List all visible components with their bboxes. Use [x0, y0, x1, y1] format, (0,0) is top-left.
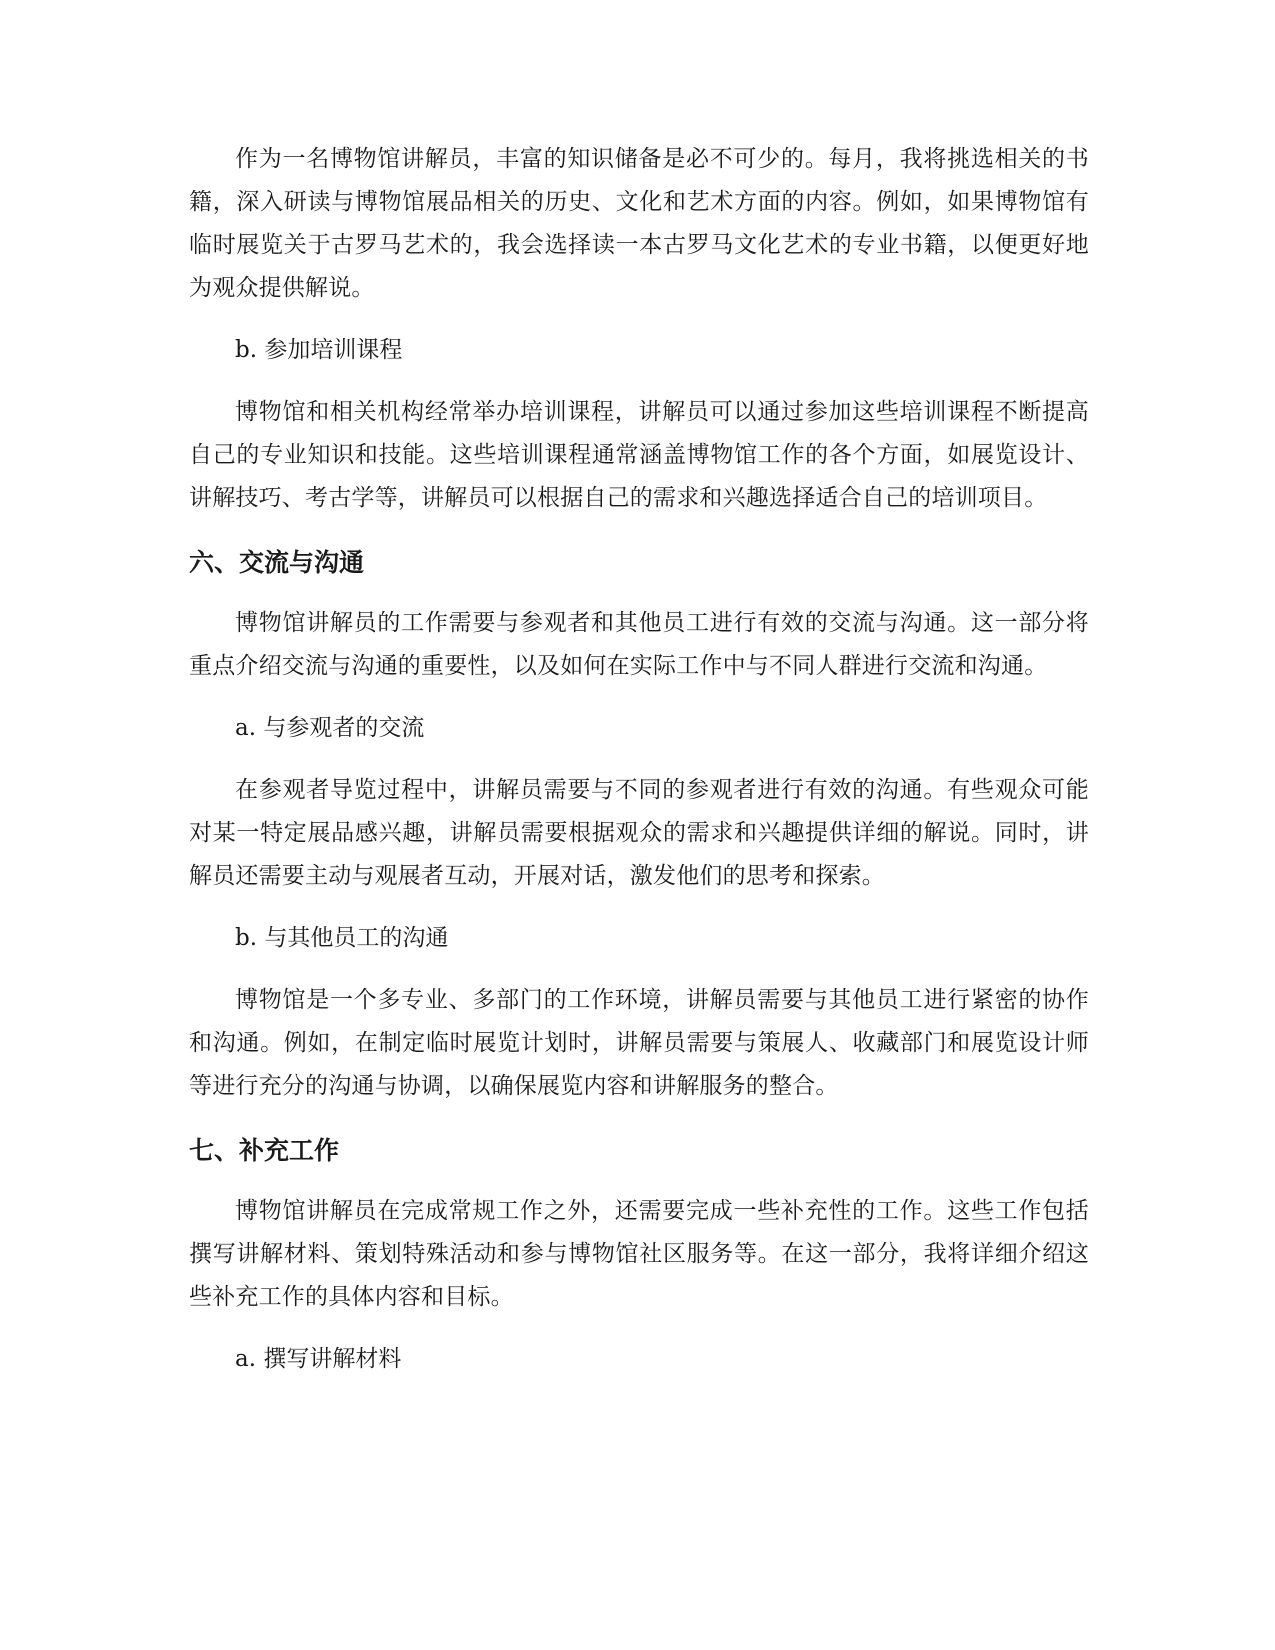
paragraph-reading-books: 作为一名博物馆讲解员，丰富的知识储备是必不可少的。每月，我将挑选相关的书籍，深入研读与博物馆展品相关的历史、文化和艺术方面的内容。例如，如果博物馆有临时展览关于古罗马艺术的，我会选择读一本古罗马文化艺术的专业书籍，以便更好地为观众提供解说。 — [189, 146, 1089, 301]
subheading-training-courses: b. 参加培训课程 — [235, 337, 403, 363]
paragraph-supplementary-work: 博物馆讲解员在完成常规工作之外，还需要完成一些补充性的工作。这些工作包括撰写讲解材料、策划特殊活动和参与博物馆社区服务等。在这一部分，我将详细介绍这些补充工作的具体内容和目标。 — [189, 1198, 1089, 1310]
document-content — [189, 138, 1089, 1400]
paragraph-training-courses: 博物馆和相关机构经常举办培训课程，讲解员可以通过参加这些培训课程不断提高自己的专业知识和技能。这些培训课程通常涵盖博物馆工作的各个方面，如展览设计、讲解技巧、考古学等，讲解员可以根据自己的需求和兴趣选择适合自己的培训项目。 — [189, 399, 1089, 511]
paragraph-visitor-communication: 在参观者导览过程中，讲解员需要与不同的参观者进行有效的沟通。有些观众可能对某一特定展品感兴趣，讲解员需要根据观众的需求和兴趣提供详细的解说。同时，讲解员还需要主动与观展者互动，开展对话，激发他们的思考和探索。 — [189, 777, 1089, 889]
subheading-visitor-communication: a. 与参观者的交流 — [235, 715, 425, 741]
section-heading-communication: 六、交流与沟通 — [189, 548, 365, 577]
subheading-writing-materials: a. 撰写讲解材料 — [235, 1346, 402, 1372]
section-heading-supplementary-work: 七、补充工作 — [189, 1136, 340, 1165]
subheading-staff-communication: b. 与其他员工的沟通 — [235, 925, 449, 951]
paragraph-communication-intro: 博物馆讲解员的工作需要与参观者和其他员工进行有效的交流与沟通。这一部分将重点介绍交流与沟通的重要性，以及如何在实际工作中与不同人群进行交流和沟通。 — [189, 610, 1089, 679]
paragraph-staff-communication: 博物馆是一个多专业、多部门的工作环境，讲解员需要与其他员工进行紧密的协作和沟通。例如，在制定临时展览计划时，讲解员需要与策展人、收藏部门和展览设计师等进行充分的沟通与协调，以确保展览内容和讲解服务的整合。 — [189, 987, 1089, 1099]
